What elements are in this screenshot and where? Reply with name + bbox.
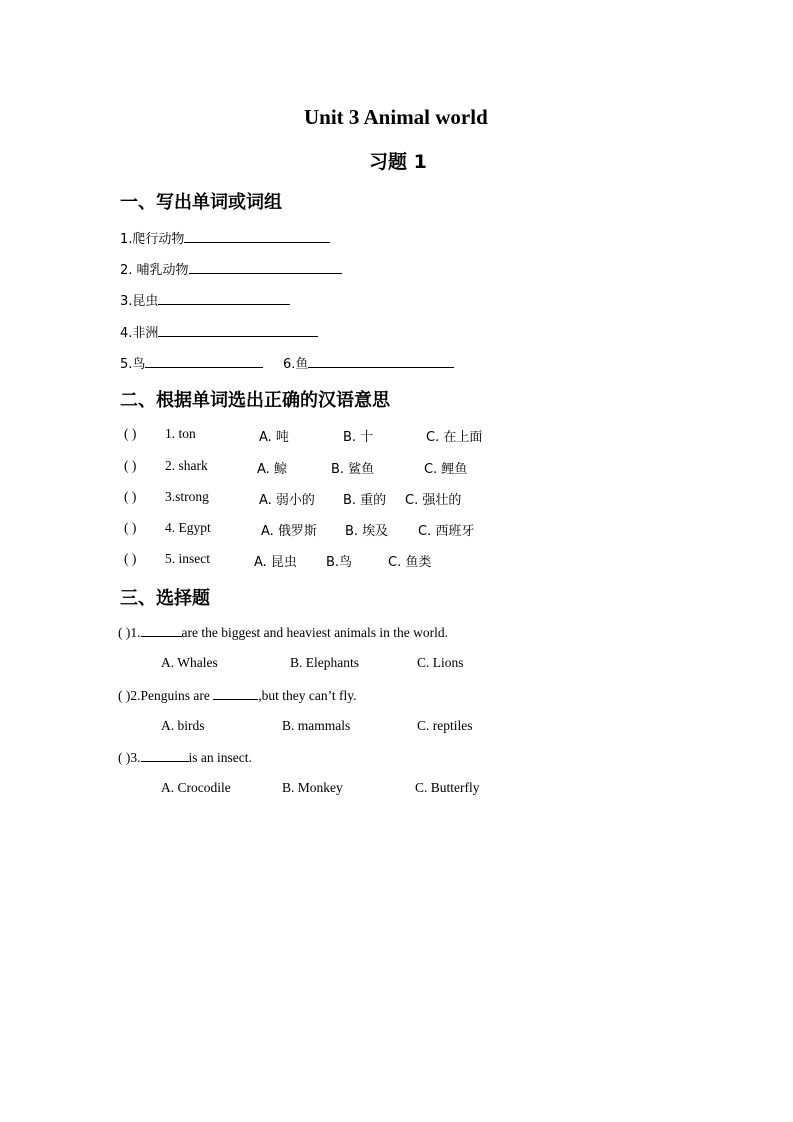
answer-paren[interactable]: ( ) <box>118 750 131 765</box>
answer-paren[interactable]: ( ) <box>124 489 137 504</box>
section1-heading: 一、写出单词或词组 <box>120 192 282 213</box>
vocab-label: 2. 哺乳动物 <box>120 263 189 278</box>
vocab-item <box>120 290 290 309</box>
option-a: A. 吨 <box>259 430 289 445</box>
vocab-label: 3.昆虫 <box>120 294 159 309</box>
vocab-label: 5.鸟 <box>120 357 146 372</box>
answer-paren[interactable]: ( ) <box>124 426 137 441</box>
answer-paren[interactable]: ( ) <box>124 458 137 473</box>
option-a: A. Whales <box>161 655 218 670</box>
answer-blank[interactable] <box>141 749 189 762</box>
vocab-item <box>120 322 318 341</box>
option-a: A. 弱小的 <box>259 493 315 508</box>
answer-paren[interactable]: ( ) <box>118 625 131 640</box>
vocab-item <box>283 353 454 372</box>
question <box>118 624 448 641</box>
option-b: B. Monkey <box>282 780 343 795</box>
word: 3.strong <box>165 489 209 504</box>
question-text: ,but they can’t fly. <box>258 688 357 703</box>
option-b: B. 十 <box>343 430 374 445</box>
option-c: C. Butterfly <box>415 780 480 795</box>
answer-paren[interactable]: ( ) <box>124 520 137 535</box>
vocab-label: 6.鱼 <box>283 357 309 372</box>
option-a: A. Crocodile <box>161 780 231 795</box>
answer-blank[interactable] <box>213 687 258 700</box>
answer-blank[interactable] <box>141 624 182 637</box>
option-c: C. reptiles <box>417 718 473 733</box>
answer-blank[interactable] <box>184 230 330 243</box>
option-b: B. 重的 <box>343 493 387 508</box>
question-text: Penguins are <box>140 688 214 703</box>
vocab-label: 1.爬行动物 <box>120 232 185 247</box>
question <box>118 687 356 704</box>
option-c: C. 在上面 <box>426 430 483 445</box>
option-c: C. 西班牙 <box>418 524 475 539</box>
answer-blank[interactable] <box>158 324 318 337</box>
vocab-item <box>120 228 330 247</box>
option-b: B. 埃及 <box>345 524 389 539</box>
question-text: is an insect. <box>188 750 252 765</box>
vocab-label: 4.非洲 <box>120 326 159 341</box>
option-b: B.鸟 <box>326 555 353 570</box>
option-c: C. 鱼类 <box>388 555 432 570</box>
question-number: 2. <box>130 688 141 703</box>
answer-blank[interactable] <box>308 355 454 368</box>
answer-blank[interactable] <box>145 355 263 368</box>
word: 5. insect <box>165 551 210 566</box>
option-b: B. 鲨鱼 <box>331 462 375 477</box>
page-title: Unit 3 Animal world <box>304 105 488 129</box>
page-subtitle: 习题 1 <box>369 151 427 173</box>
option-a: A. 昆虫 <box>254 555 297 570</box>
answer-blank[interactable] <box>158 292 290 305</box>
word: 1. ton <box>165 426 196 441</box>
section2-heading: 二、根据单词选出正确的汉语意思 <box>120 390 390 411</box>
question-number: 3. <box>130 750 141 765</box>
option-c: C. 强壮的 <box>405 493 462 508</box>
answer-paren[interactable]: ( ) <box>118 688 131 703</box>
option-a: A. 俄罗斯 <box>261 524 317 539</box>
question-text: are the biggest and heaviest animals in the world. <box>181 625 449 640</box>
option-c: C. Lions <box>417 655 464 670</box>
option-b: B. mammals <box>282 718 351 733</box>
question-number: 1. <box>130 625 141 640</box>
word: 2. shark <box>165 458 208 473</box>
section3-heading: 三、选择题 <box>120 588 210 609</box>
vocab-item <box>120 259 342 278</box>
option-a: A. 鲸 <box>257 462 287 477</box>
answer-blank[interactable] <box>189 261 342 274</box>
vocab-item <box>120 353 263 372</box>
question <box>118 749 252 766</box>
answer-paren[interactable]: ( ) <box>124 551 137 566</box>
option-a: A. birds <box>161 718 205 733</box>
option-c: C. 鲤鱼 <box>424 462 468 477</box>
option-b: B. Elephants <box>290 655 359 670</box>
word: 4. Egypt <box>165 520 211 535</box>
